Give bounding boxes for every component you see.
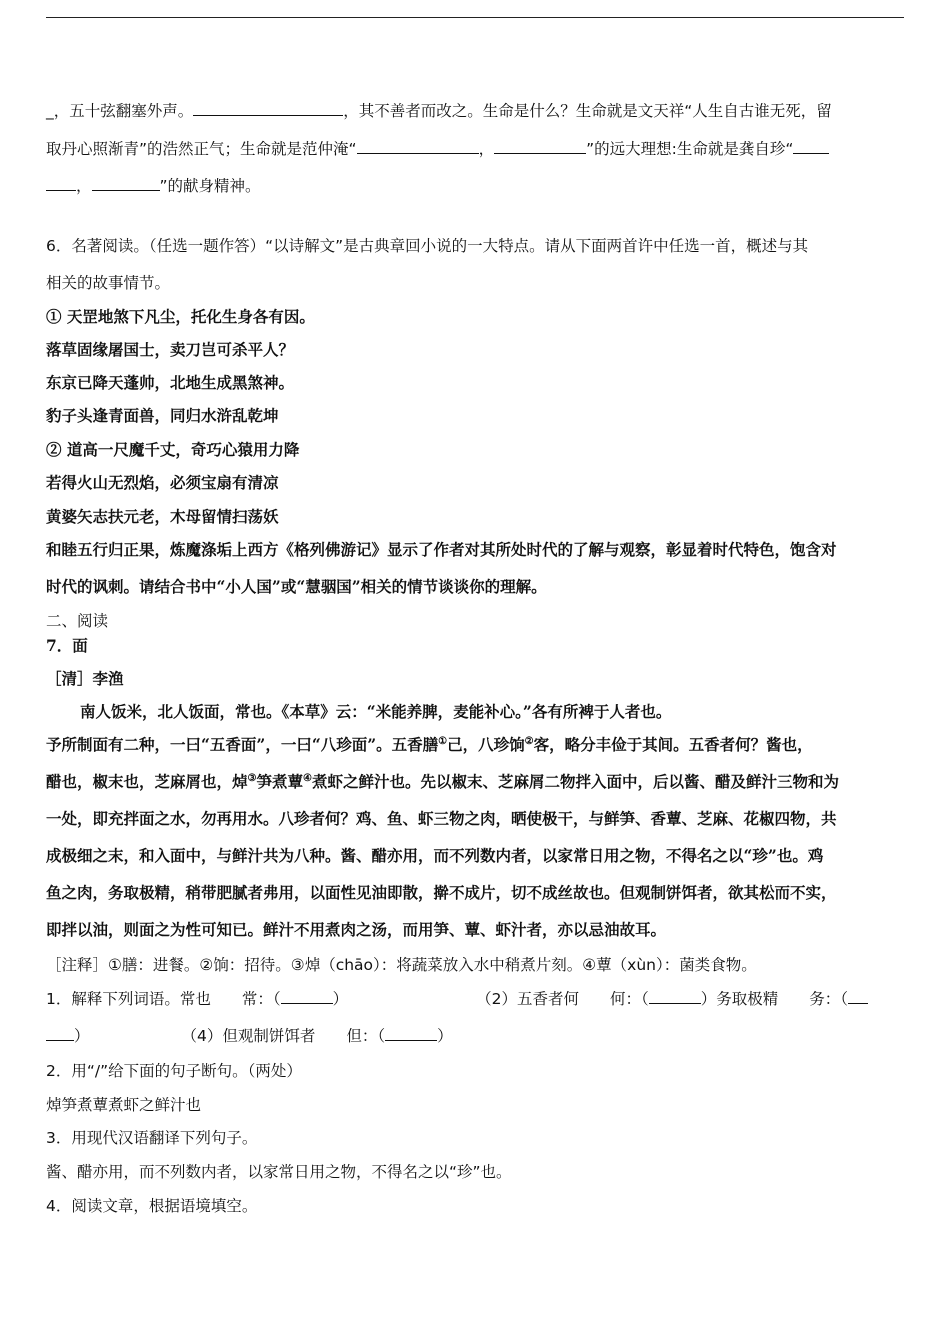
poem-line: 落草固缘屠国士，卖刀岂可杀平人？ [46, 340, 295, 359]
poem-line: 东京已降天蓬帅，北地生成黑煞神。 [46, 373, 295, 392]
poem-line: ② 道高一尺魔千丈，奇巧心猿用力降 [46, 440, 300, 459]
footnote-marker: ② [524, 735, 534, 747]
text-segment: （4）但观制饼饵者 但：（ [181, 1027, 386, 1045]
poem-line: 黄婆矢志扶元老，木母留情扫荡妖 [46, 507, 279, 526]
text-segment: ， [478, 140, 495, 158]
poem-line: ① 天罡地煞下凡尘，托化生身各有因。 [46, 307, 315, 326]
poem-line: 若得火山无烈焰，必须宝扇有清凉 [46, 473, 279, 492]
answer-blank[interactable] [46, 1026, 74, 1041]
text-segment: 笋煮蕈 [256, 772, 303, 791]
poem-line: 豹子头逢青面兽，同归水浒乱乾坤 [46, 406, 279, 425]
text-segment: ，其不善者而改之。生命是什么？生命就是文天祥“人生自古谁无死，留 [343, 102, 832, 120]
section-heading: 二、阅读 [46, 612, 109, 630]
answer-blank[interactable] [46, 176, 76, 191]
answer-blank[interactable] [357, 139, 479, 154]
poem-line: 和睦五行归正果，炼魔涤垢上西方《格列佛游记》显示了作者对其所处时代的了解与观察，彰显着时代特色，饱含对 [46, 540, 837, 559]
passage-line: 一处，即充拌面之水，勿再用水。八珍者何？鸡、鱼、虾三物之肉，晒使极干，与鲜笋、香蕈、芝麻、花椒四物，共 [46, 809, 837, 828]
text-segment: ”的献身精神。 [159, 177, 261, 195]
question-6-line-2: 相关的故事情节。 [46, 274, 171, 292]
answer-blank[interactable] [848, 989, 868, 1004]
passage-line: 南人饭米，北人饭面，常也。《本草》云：“米能养脾，麦能补心。”各有所裨于人者也。 [80, 702, 672, 721]
answer-blank[interactable] [193, 101, 343, 116]
answer-blank[interactable] [649, 989, 701, 1004]
subquestion-2: 2．用“/”给下面的句子断句。（两处） [46, 1062, 302, 1080]
passage-line [46, 734, 813, 756]
text-segment: ”的远大理想:生命就是龚自珍“ [586, 140, 794, 158]
footnote-marker: ① [438, 735, 448, 747]
text-segment: 客，略分丰俭于其间。五香者何？酱也， [533, 735, 813, 754]
header-rule [46, 17, 904, 18]
question-7-title: 7．面 [46, 636, 88, 655]
text-segment: ） [74, 1027, 90, 1045]
text-segment: 予所制面有二种，一曰“五香面”，一曰“八珍面”。五香膳 [46, 735, 439, 754]
text-segment: ， [76, 177, 92, 195]
answer-blank[interactable] [281, 989, 333, 1004]
fill-line-3 [46, 175, 261, 197]
question-6-prompt: 时代的讽刺。请结合书中“小人国”或“慧骃国”相关的情节谈谈你的理解。 [46, 577, 547, 596]
author-line: ［清］李渔 [46, 669, 124, 688]
text-segment: ） [332, 990, 349, 1008]
subquestion-2-sentence: 焯笋煮蕈煮虾之鲜汁也 [46, 1096, 202, 1114]
fill-line-2 [46, 138, 829, 160]
passage-line [46, 771, 839, 793]
text-segment: 醋也，椒末也，芝麻屑也，焯 [46, 772, 248, 791]
text-segment: _，五十弦翻塞外声。 [46, 102, 194, 120]
text-segment: ）务取极精 务：（ [700, 990, 849, 1008]
footnote-marker: ③ [247, 772, 257, 784]
text-segment: 取丹心照渐青”的浩然正气；生命就是范仲淹“ [46, 140, 357, 158]
passage-line: 成极细之末，和入面中，与鲜汁共为八种。酱、醋亦用，而不列数内者，以家常日用之物，不得名之以“珍”也。鸡 [46, 846, 824, 865]
fill-line-1 [46, 100, 832, 122]
text-segment: （2）五香者何 何：（ [476, 990, 649, 1008]
answer-blank[interactable] [494, 139, 586, 154]
text-segment: ） [437, 1027, 453, 1045]
subquestion-3: 3．用现代汉语翻译下列句子。 [46, 1129, 258, 1147]
subquestion-1-line-1 [46, 988, 868, 1010]
text-segment: 己，八珍饷 [447, 735, 525, 754]
passage-line: 鱼之肉，务取极精，稍带肥腻者弗用，以面性见油即散，擀不成片，切不成丝故也。但观制饼饵者，欲其松而不实， [46, 883, 837, 902]
question-6-line-1: 6．名著阅读。（任选一题作答）“以诗解文”是古典章回小说的一大特点。请从下面两首许中任选一首，概述与其 [46, 237, 809, 255]
subquestion-4: 4．阅读文章，根据语境填空。 [46, 1197, 258, 1215]
text-segment: 煮虾之鲜汁也。先以椒末、芝麻屑二物拌入面中，后以酱、醋及鲜汁三物和为 [311, 772, 839, 791]
answer-blank[interactable] [92, 176, 160, 191]
passage-line: 即拌以油，则面之为性可知已。鲜汁不用煮肉之汤，而用笋、蕈、虾汁者，亦以忌油故耳。 [46, 920, 667, 939]
annotation-note: ［注释］①膳：进餐。②饷：招待。③焯（chāo）：将蔬菜放入水中稍煮片刻。④蕈（xùn）：菌类食物。 [46, 956, 757, 974]
answer-blank[interactable] [385, 1026, 437, 1041]
footnote-marker: ④ [303, 772, 312, 784]
subquestion-1-line-2 [46, 1025, 453, 1047]
answer-blank[interactable] [793, 139, 829, 154]
subquestion-3-sentence: 酱、醋亦用，而不列数内者，以家常日用之物，不得名之以“珍”也。 [46, 1163, 512, 1181]
text-segment: 1．解释下列词语。常也 常：（ [46, 990, 281, 1008]
